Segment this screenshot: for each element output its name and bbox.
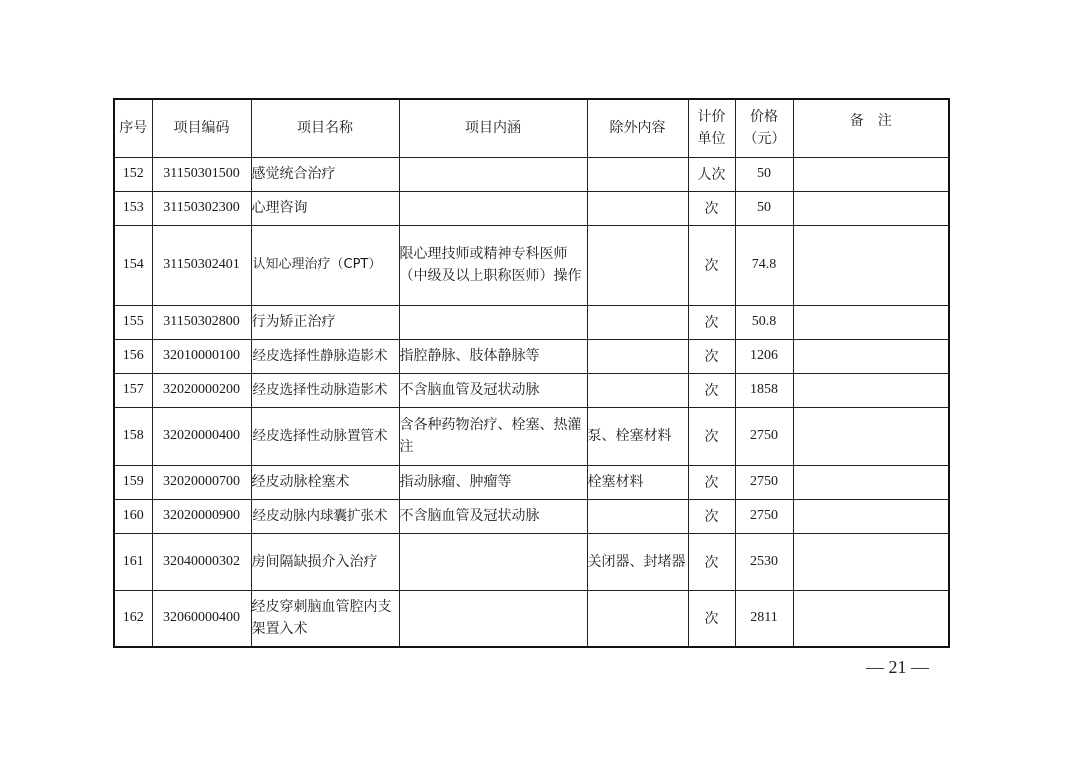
row-price: 2750	[735, 407, 793, 465]
row-name: 经皮动脉栓塞术	[251, 465, 399, 499]
row-exclusions	[587, 225, 688, 305]
row-content: 指动脉瘤、肿瘤等	[399, 465, 587, 499]
row-content: 不含脑血管及冠状动脉	[399, 499, 587, 533]
table-row	[114, 191, 949, 225]
row-no: 154	[114, 225, 152, 305]
row-unit: 次	[688, 339, 735, 373]
row-code: 31150302300	[152, 191, 251, 225]
row-code: 31150302800	[152, 305, 251, 339]
row-code: 32020000900	[152, 499, 251, 533]
row-no: 155	[114, 305, 152, 339]
row-note	[793, 339, 949, 373]
row-content	[399, 590, 587, 647]
row-name: 经皮选择性静脉造影术	[251, 339, 399, 373]
table-row	[114, 533, 949, 590]
row-code: 32060000400	[152, 590, 251, 647]
row-name: 认知心理治疗（CPT）	[251, 225, 399, 305]
row-no: 158	[114, 407, 152, 465]
row-price: 50.8	[735, 305, 793, 339]
row-note	[793, 305, 949, 339]
table-row	[114, 225, 949, 305]
row-name: 经皮选择性动脉造影术	[251, 373, 399, 407]
row-no: 162	[114, 590, 152, 647]
row-price: 2530	[735, 533, 793, 590]
table-row	[114, 305, 949, 339]
row-content	[399, 305, 587, 339]
row-exclusions	[587, 339, 688, 373]
row-exclusions	[587, 191, 688, 225]
row-code: 31150302401	[152, 225, 251, 305]
row-exclusions	[587, 305, 688, 339]
row-unit: 次	[688, 191, 735, 225]
row-name: 经皮穿刺脑血管腔内支架置入术	[251, 590, 399, 647]
row-unit: 次	[688, 499, 735, 533]
row-exclusions	[587, 499, 688, 533]
row-content	[399, 157, 587, 191]
row-note	[793, 407, 949, 465]
row-code: 32020000700	[152, 465, 251, 499]
table-row	[114, 157, 949, 191]
row-name: 房间隔缺损介入治疗	[251, 533, 399, 590]
header-unit: 计价单位	[688, 99, 735, 157]
row-name: 行为矫正治疗	[251, 305, 399, 339]
row-no: 160	[114, 499, 152, 533]
row-content	[399, 191, 587, 225]
row-name: 经皮选择性动脉置管术	[251, 407, 399, 465]
header-no: 序号	[114, 99, 152, 157]
page-number: — 21 —	[866, 657, 929, 677]
table-row	[114, 339, 949, 373]
table-row	[114, 499, 949, 533]
header-price: 价格（元）	[735, 99, 793, 157]
row-code: 32010000100	[152, 339, 251, 373]
row-name: 感觉统合治疗	[251, 157, 399, 191]
row-price: 2750	[735, 499, 793, 533]
row-note	[793, 225, 949, 305]
row-note	[793, 465, 949, 499]
row-code: 32020000400	[152, 407, 251, 465]
row-content: 不含脑血管及冠状动脉	[399, 373, 587, 407]
table-row	[114, 590, 949, 647]
row-price: 1206	[735, 339, 793, 373]
row-note	[793, 191, 949, 225]
row-price: 1858	[735, 373, 793, 407]
row-unit: 次	[688, 590, 735, 647]
row-name: 经皮动脉内球囊扩张术	[251, 499, 399, 533]
row-content: 指腔静脉、肢体静脉等	[399, 339, 587, 373]
row-exclusions: 关闭器、封堵器	[587, 533, 688, 590]
row-unit: 次	[688, 225, 735, 305]
header-content: 项目内涵	[399, 99, 587, 157]
header-name: 项目名称	[251, 99, 399, 157]
row-unit: 次	[688, 533, 735, 590]
header-exclusions: 除外内容	[587, 99, 688, 157]
row-exclusions	[587, 373, 688, 407]
row-exclusions: 栓塞材料	[587, 465, 688, 499]
row-code: 31150301500	[152, 157, 251, 191]
row-no: 152	[114, 157, 152, 191]
row-unit: 次	[688, 305, 735, 339]
row-price: 50	[735, 157, 793, 191]
row-code: 32040000302	[152, 533, 251, 590]
row-unit: 次	[688, 407, 735, 465]
row-no: 157	[114, 373, 152, 407]
row-no: 156	[114, 339, 152, 373]
table-row	[114, 373, 949, 407]
row-code: 32020000200	[152, 373, 251, 407]
row-content	[399, 533, 587, 590]
row-exclusions	[587, 590, 688, 647]
row-unit: 人次	[688, 157, 735, 191]
header-code: 项目编码	[152, 99, 251, 157]
row-no: 161	[114, 533, 152, 590]
row-unit: 次	[688, 465, 735, 499]
row-name: 心理咨询	[251, 191, 399, 225]
fee-schedule-table	[113, 98, 950, 648]
row-no: 153	[114, 191, 152, 225]
row-note	[793, 373, 949, 407]
row-note	[793, 157, 949, 191]
row-exclusions	[587, 157, 688, 191]
row-exclusions: 泵、栓塞材料	[587, 407, 688, 465]
row-price: 74.8	[735, 225, 793, 305]
row-note	[793, 533, 949, 590]
table-row	[114, 407, 949, 465]
row-price: 2750	[735, 465, 793, 499]
header-row	[114, 99, 949, 157]
row-content: 限心理技师或精神专科医师（中级及以上职称医师）操作	[399, 225, 587, 305]
row-note	[793, 590, 949, 647]
row-content: 含各种药物治疗、栓塞、热灌注	[399, 407, 587, 465]
row-note	[793, 499, 949, 533]
table-row	[114, 465, 949, 499]
row-price: 2811	[735, 590, 793, 647]
row-price: 50	[735, 191, 793, 225]
header-note: 备 注	[793, 99, 949, 157]
row-no: 159	[114, 465, 152, 499]
row-unit: 次	[688, 373, 735, 407]
